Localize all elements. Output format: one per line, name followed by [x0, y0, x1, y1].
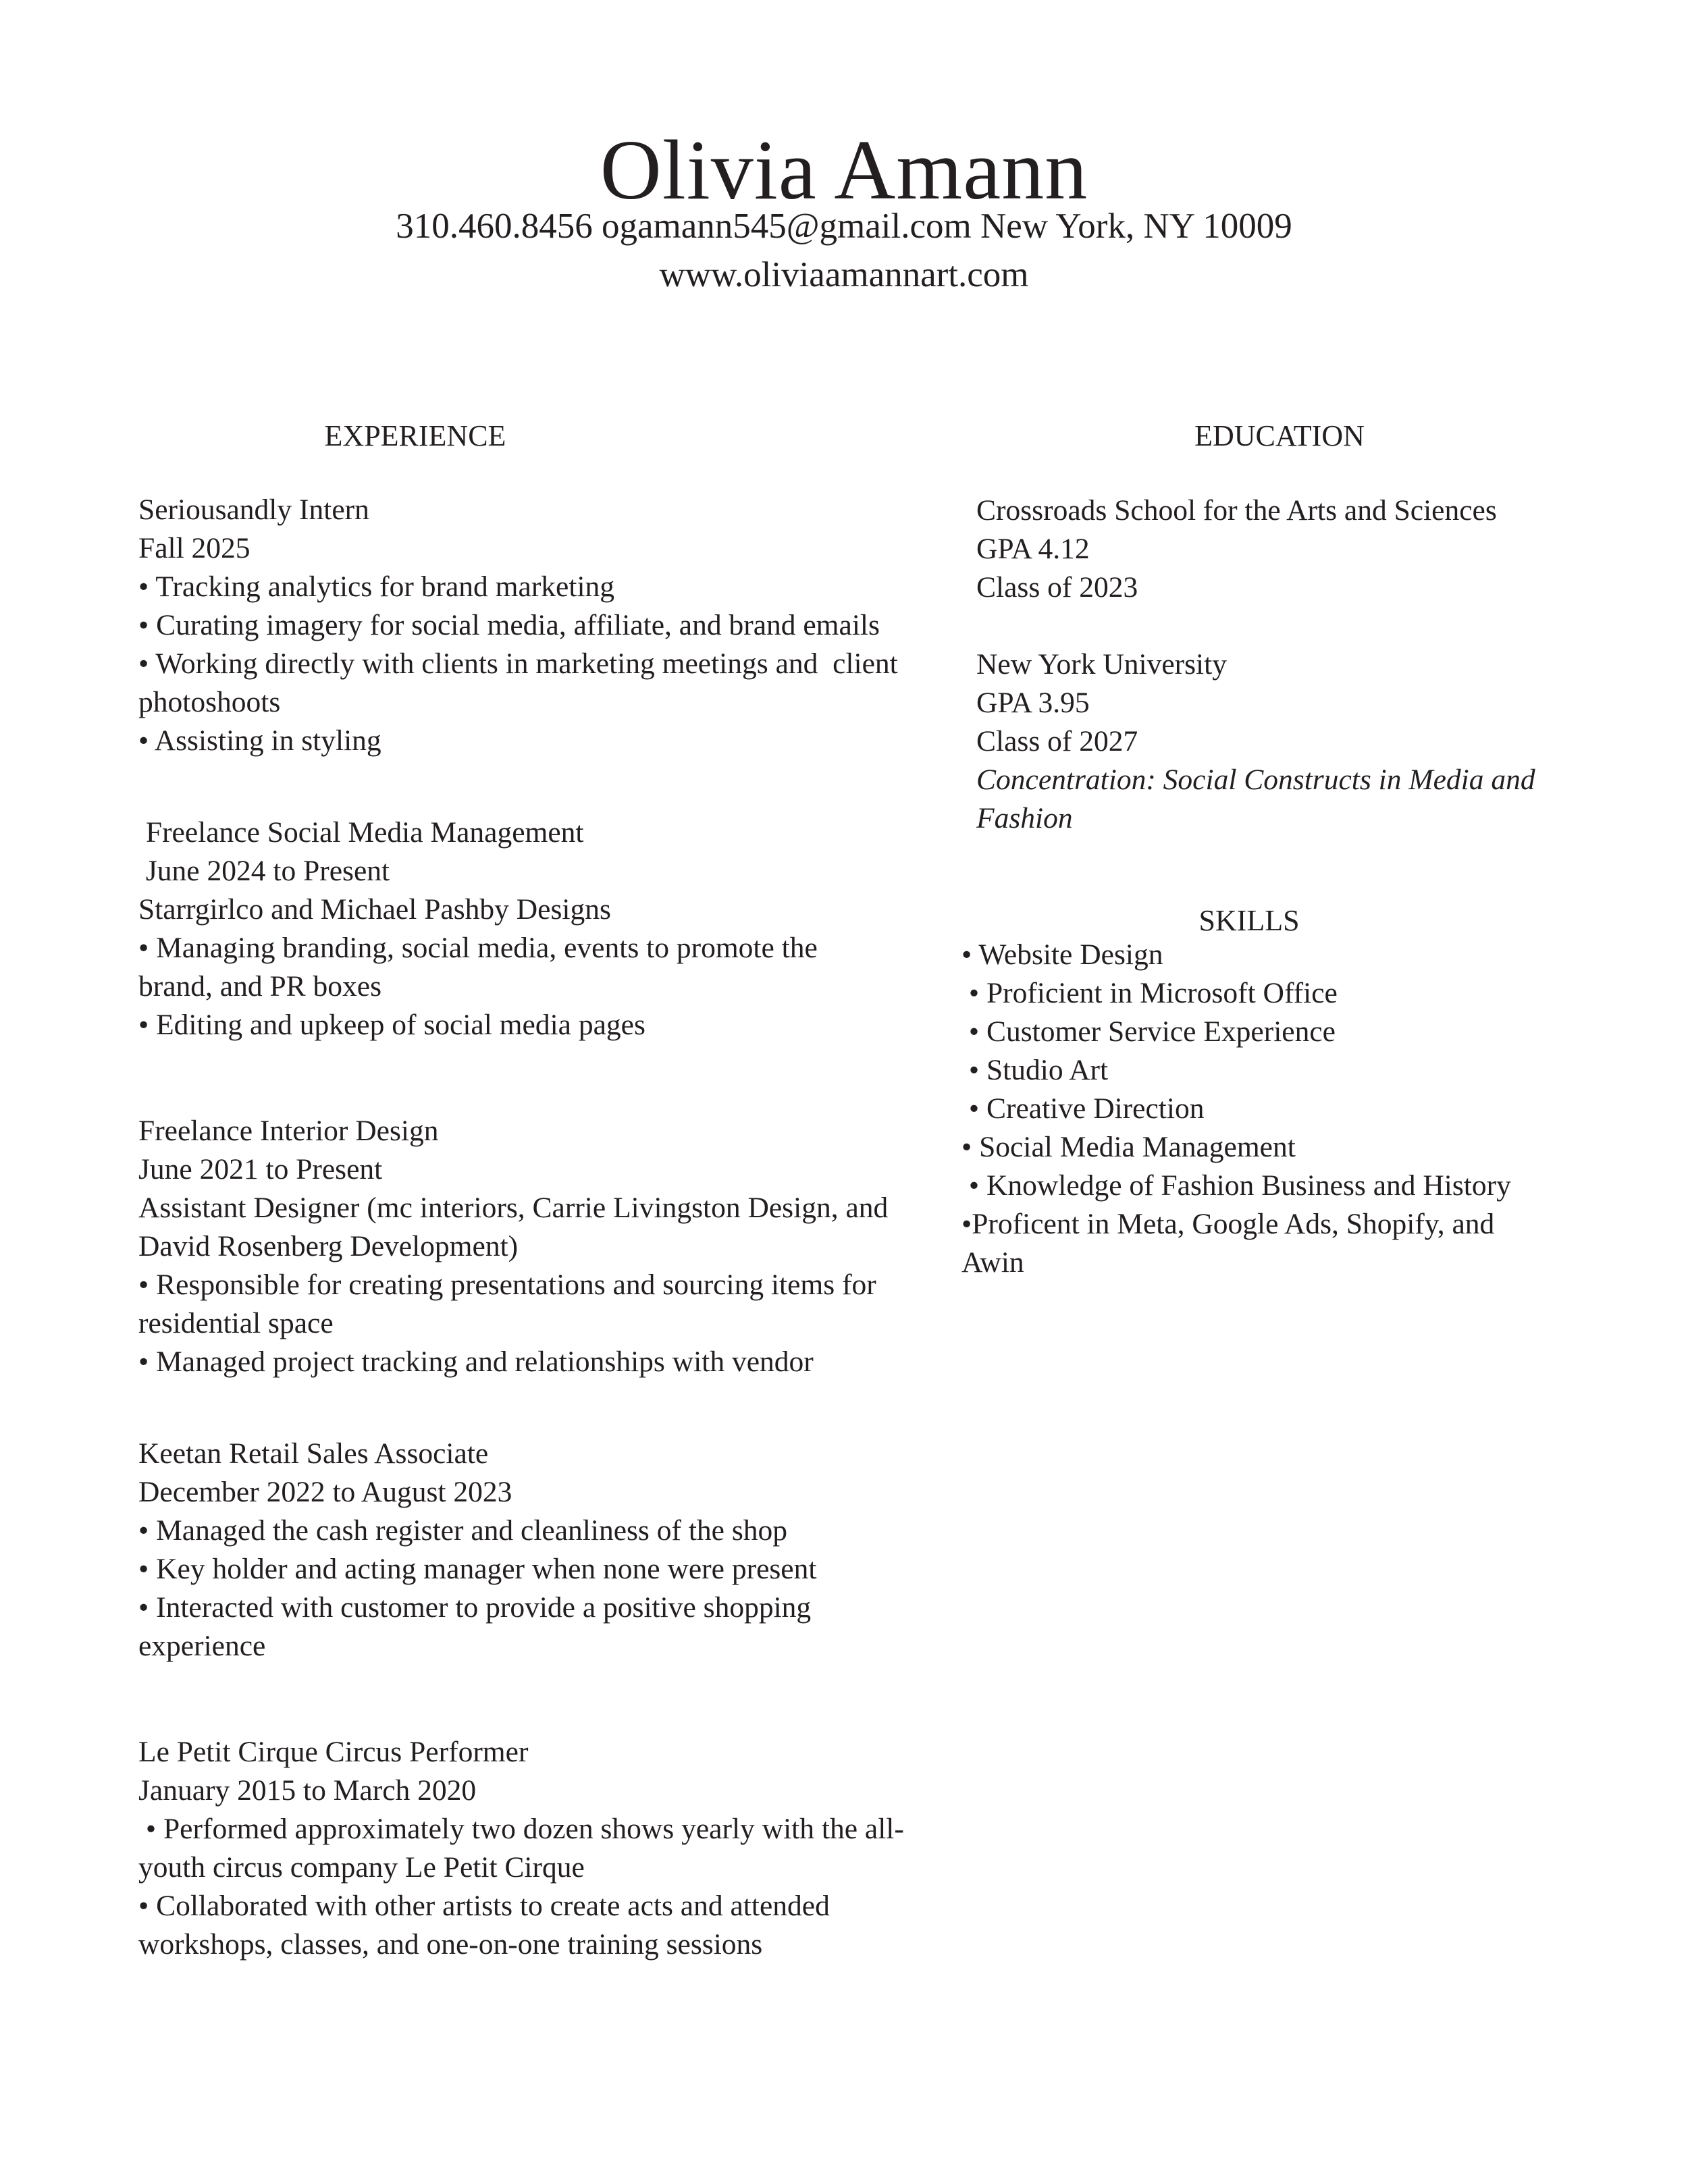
skill-item: • Studio Art	[961, 1054, 1109, 1086]
entry-line: brand, and PR boxes	[138, 970, 382, 1003]
entry-line: • Collaborated with other artists to create acts and attended	[138, 1890, 830, 1922]
entry-line: June 2024 to Present	[138, 855, 390, 887]
entry-line: • Performed approximately two dozen shows yearly with the all-	[138, 1813, 904, 1845]
experience-entry	[138, 814, 818, 1044]
school-name: New York University	[976, 648, 1227, 681]
entry-line: • Editing and upkeep of social media pages	[138, 1009, 645, 1041]
entry-line: Freelance Interior Design	[138, 1115, 439, 1147]
contact-line: 310.460.8456 ogamann545@gmail.com New York, NY 10009	[396, 207, 1292, 246]
skill-item: • Website Design	[961, 938, 1163, 971]
school-gpa: GPA 4.12	[976, 533, 1090, 565]
entry-line: experience	[138, 1630, 266, 1662]
education-entry	[976, 491, 1497, 607]
experience-heading: EXPERIENCE	[324, 419, 506, 452]
school-concentration: Fashion	[976, 802, 1073, 834]
school-concentration: Concentration: Social Constructs in Media and	[976, 764, 1535, 796]
entry-line: • Interacted with customer to provide a positive shopping	[138, 1591, 812, 1624]
website-link[interactable]: www.oliviaamannart.com	[659, 255, 1029, 294]
skill-item: • Proficient in Microsoft Office	[961, 977, 1338, 1009]
skill-item: • Knowledge of Fashion Business and History	[961, 1169, 1511, 1202]
skills-list	[961, 936, 1511, 1282]
skill-item: • Customer Service Experience	[961, 1015, 1336, 1048]
experience-entry	[138, 1112, 888, 1381]
entry-line: • Assisting in styling	[138, 724, 381, 757]
entry-line: Starrgirlco and Michael Pashby Designs	[138, 893, 611, 926]
entry-line: • Key holder and acting manager when none were present	[138, 1553, 817, 1585]
entry-line: Le Petit Cirque Circus Performer	[138, 1736, 529, 1768]
entry-line: January 2015 to March 2020	[138, 1774, 477, 1807]
entry-line: David Rosenberg Development)	[138, 1230, 519, 1262]
skill-item: • Social Media Management	[961, 1131, 1296, 1163]
entry-line: December 2022 to August 2023	[138, 1476, 512, 1508]
education-heading: EDUCATION	[1194, 419, 1365, 452]
entry-line: photoshoots	[138, 686, 281, 718]
experience-entry	[138, 1435, 816, 1666]
entry-line: • Managed the cash register and cleanliness of the shop	[138, 1514, 788, 1547]
education-entry	[976, 645, 1535, 838]
skill-item: Awin	[961, 1246, 1024, 1279]
entry-line: • Curating imagery for social media, affiliate, and brand emails	[138, 609, 880, 641]
school-name: Crossroads School for the Arts and Sciences	[976, 494, 1497, 527]
entry-line: Fall 2025	[138, 532, 250, 564]
skills-heading: SKILLS	[1198, 904, 1300, 937]
candidate-name: Olivia Amann	[600, 124, 1088, 217]
entry-line: Seriousandly Intern	[138, 494, 369, 526]
entry-line: residential space	[138, 1307, 334, 1339]
entry-line: Freelance Social Media Management	[138, 816, 584, 849]
entry-line: workshops, classes, and one-on-one training sessions	[138, 1928, 763, 1961]
entry-line: • Managing branding, social media, events to promote the	[138, 932, 818, 964]
entry-line: youth circus company Le Petit Cirque	[138, 1851, 585, 1884]
skill-item: •Proficent in Meta, Google Ads, Shopify, and	[961, 1208, 1495, 1240]
entry-line: Assistant Designer (mc interiors, Carrie Livingston Design, and	[138, 1192, 889, 1224]
experience-entry	[138, 491, 898, 760]
entry-line: • Tracking analytics for brand marketing	[138, 570, 615, 603]
skill-item: • Creative Direction	[961, 1092, 1205, 1125]
school-class: Class of 2023	[976, 571, 1138, 604]
entry-line: • Managed project tracking and relationships with vendor	[138, 1346, 814, 1378]
school-class: Class of 2027	[976, 725, 1138, 757]
entry-line: Keetan Retail Sales Associate	[138, 1437, 489, 1470]
school-gpa: GPA 3.95	[976, 687, 1090, 719]
entry-line: • Responsible for creating presentations and sourcing items for	[138, 1269, 876, 1301]
entry-line: June 2021 to Present	[138, 1153, 383, 1186]
experience-entry	[138, 1733, 904, 1964]
entry-line: • Working directly with clients in marketing meetings and client	[138, 647, 898, 680]
